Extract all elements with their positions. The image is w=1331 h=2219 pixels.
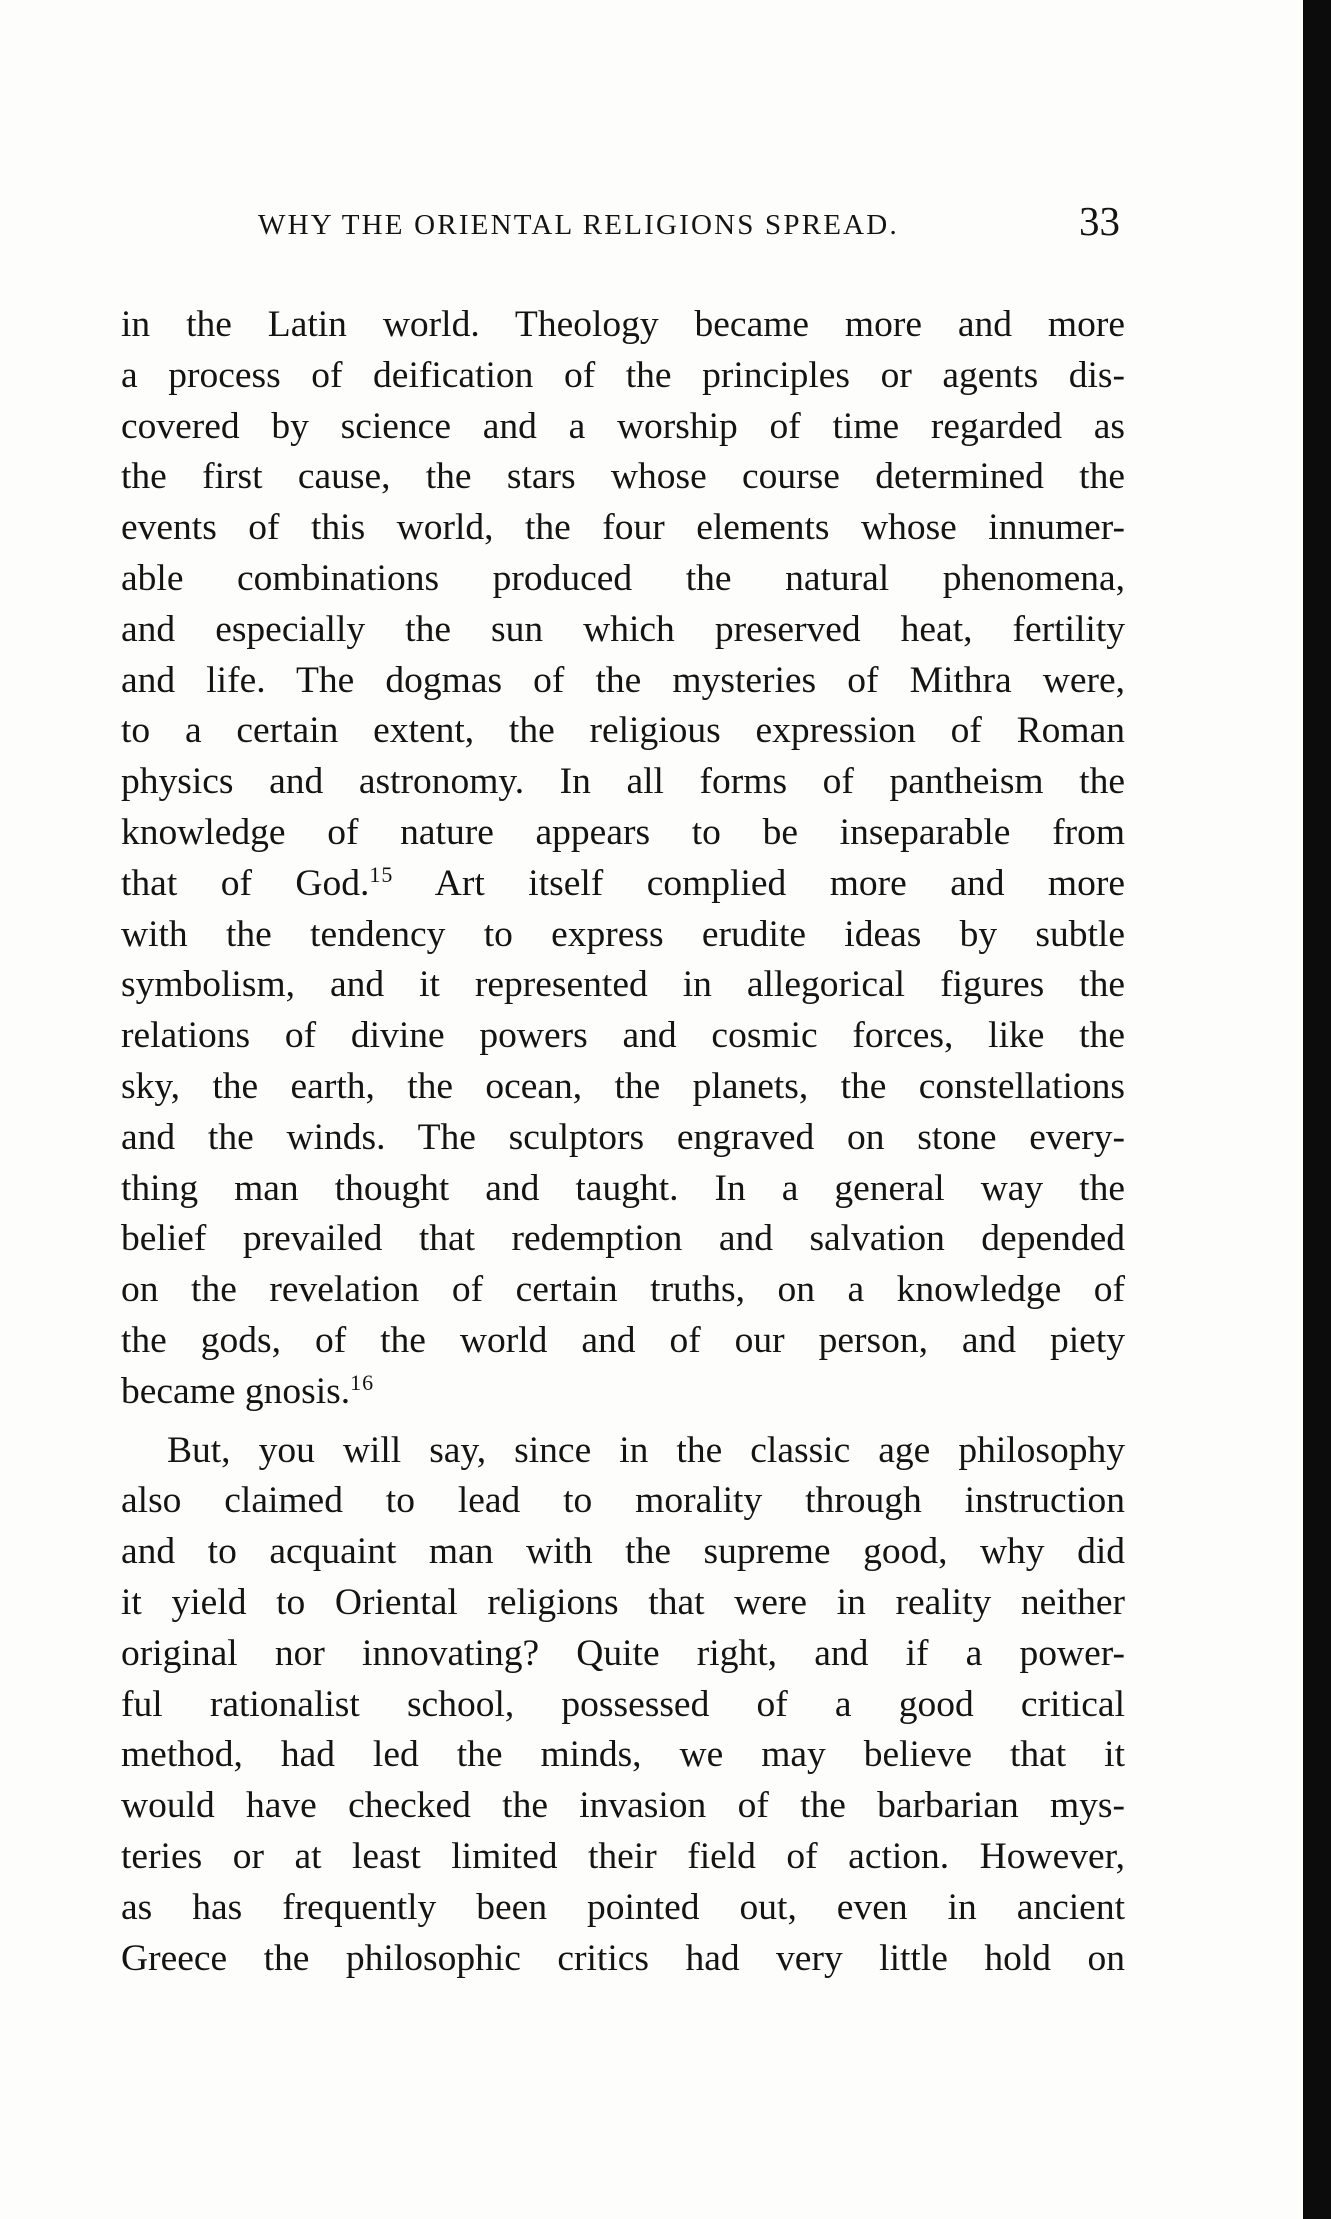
scan-edge	[1303, 0, 1331, 2219]
text-line: sky, the earth, the ocean, the planets, the constellations	[121, 1065, 1125, 1107]
text-line: the first cause, the stars whose course determined the	[121, 456, 1125, 498]
text-line: to a certain extent, the religious expression of Roman	[121, 710, 1125, 752]
text-line-with-footnote	[121, 859, 1125, 910]
page-number: 33	[1079, 198, 1120, 244]
text-line: covered by science and a worship of time regarded as	[121, 405, 1125, 447]
body-text	[121, 300, 1125, 1984]
text-line: and especially the sun which preserved heat, fertility	[121, 608, 1125, 650]
text-line: it yield to Oriental religions that were in reality neither	[121, 1581, 1125, 1623]
text-line: method, had led the minds, we may believe that it	[121, 1734, 1125, 1776]
text-line: would have checked the invasion of the barbarian mys-	[121, 1785, 1125, 1827]
text-line: symbolism, and it represented in allegorical figures the	[121, 964, 1125, 1006]
text-line: and the winds. The sculptors engraved on stone every-	[121, 1116, 1125, 1158]
text-line: a process of deification of the principles or agents dis-	[121, 354, 1125, 396]
text-line: also claimed to lead to morality through instruction	[121, 1480, 1125, 1522]
text-line: physics and astronomy. In all forms of pantheism the	[121, 761, 1125, 803]
text-line: relations of divine powers and cosmic forces, like the	[121, 1015, 1125, 1057]
paragraph-1	[121, 300, 1125, 1418]
text-line: on the revelation of certain truths, on a knowledge of	[121, 1269, 1125, 1311]
text-line: events of this world, the four elements whose innumer-	[121, 507, 1125, 549]
line-text: became gnosis.	[121, 1370, 351, 1412]
text-line: But, you will say, since in the classic age philosophy	[167, 1429, 1125, 1471]
paragraph-gap	[121, 1418, 1125, 1426]
text-line: knowledge of nature appears to be inseparable from	[121, 811, 1125, 853]
text-line: and to acquaint man with the supreme good, why did	[121, 1531, 1125, 1573]
line-text-continued: Art itself complied more and more	[393, 862, 1125, 904]
footnote-marker: 15	[369, 861, 394, 887]
page-header	[120, 197, 1120, 249]
text-line-with-footnote	[121, 1367, 1125, 1418]
text-line: as has frequently been pointed out, even in ancient	[121, 1886, 1125, 1928]
footnote-marker: 16	[350, 1369, 375, 1395]
text-line: ful rationalist school, possessed of a good critical	[121, 1683, 1125, 1725]
text-line: the gods, of the world and of our person, and piety	[121, 1319, 1125, 1361]
text-line: belief prevailed that redemption and salvation depended	[121, 1218, 1125, 1260]
text-line: teries or at least limited their field of action. However,	[121, 1835, 1125, 1877]
line-text: that of God.	[121, 862, 370, 904]
text-line: with the tendency to express erudite ideas by subtle	[121, 913, 1125, 955]
text-line: Greece the philosophic critics had very little hold on	[121, 1937, 1125, 1979]
text-line: original nor innovating? Quite right, and if a power-	[121, 1632, 1125, 1674]
running-title: WHY THE ORIENTAL RELIGIONS SPREAD.	[258, 209, 899, 241]
paragraph-2	[121, 1426, 1125, 1985]
text-line: able combinations produced the natural phenomena,	[121, 557, 1125, 599]
text-line: in the Latin world. Theology became more and more	[121, 304, 1125, 345]
text-line: thing man thought and taught. In a general way the	[121, 1167, 1125, 1209]
text-line: and life. The dogmas of the mysteries of Mithra were,	[121, 659, 1125, 701]
